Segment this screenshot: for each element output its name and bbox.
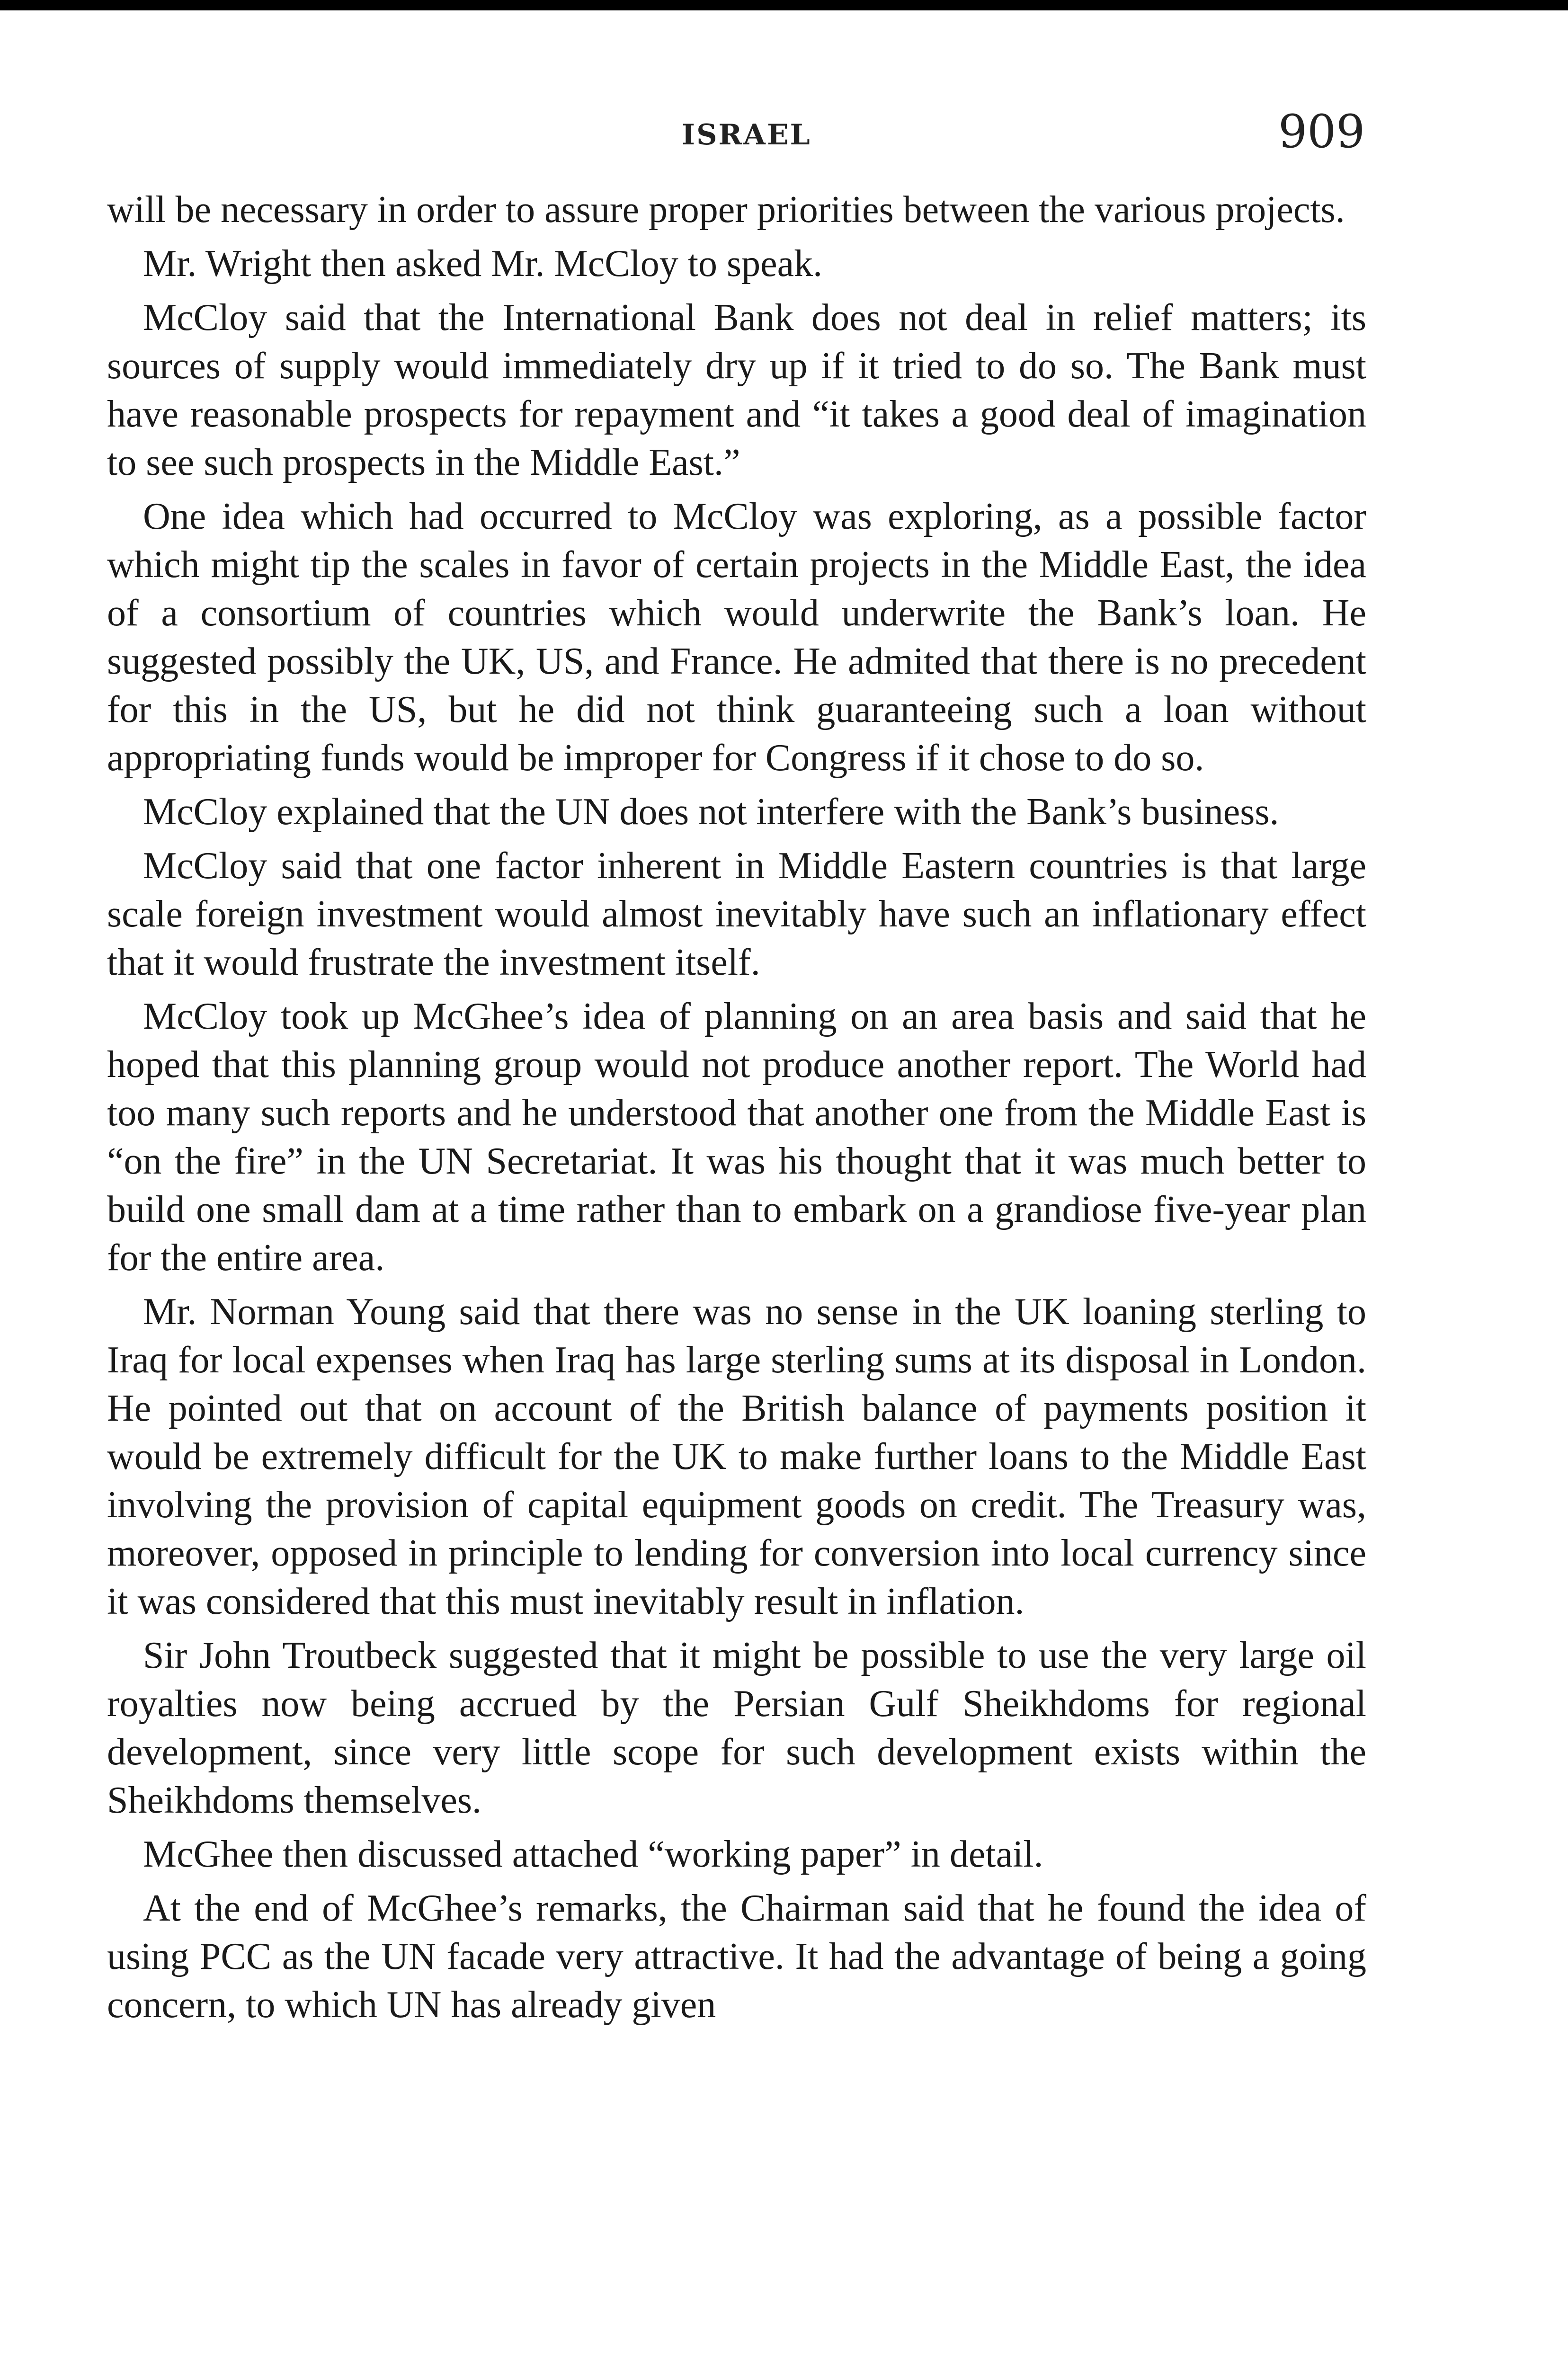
paragraph-continuation: will be necessary in order to assure proper priorities between the various projects. (107, 189, 1345, 231)
paragraph: McCloy said that the International Bank does not deal in relief matters; its sources of supply would immediately dry up if it tried to do so. The Bank must have reasonable prospects for repayment and “it takes a good deal of imagination to see such prospects in the Middle East.” (107, 297, 1366, 483)
paragraph: Mr. Wright then asked Mr. McCloy to speak. (143, 243, 823, 285)
paragraph: Sir John Troutbeck suggested that it might be possible to use the very large oil royalties now being accrued by the Persian Gulf Sheikhdoms for regional development, since very little scope for such development exists within the Sheikhdoms themselves. (107, 1635, 1366, 1821)
paragraph: McGhee then discussed attached “working paper” in detail. (143, 1833, 1043, 1875)
paragraph: At the end of McGhee’s remarks, the Chairman said that he found the idea of using PCC as the UN facade very attractive. It had the advantage of being a going concern, to which UN has already given (107, 1887, 1366, 2026)
paragraph: Mr. Norman Young said that there was no sense in the UK loaning sterling to Iraq for local expenses when Iraq has large sterling sums at its disposal in London. He pointed out that on account of the British balance of payments position it would be extremely difficult for the UK to make further loans to the Middle East involving the provision of capital equipment goods on credit. The Treasury was, moreover, opposed in principle to lending for conversion into local currency since it was considered that this must inevitably result in inflation. (107, 1291, 1366, 1622)
page-header (0, 105, 1568, 157)
paragraph: One idea which had occurred to McCloy was exploring, as a possible factor which might tip the scales in favor of certain projects in the Middle East, the idea of a consortium of countries which would underwrite the Bank’s loan. He suggested possibly the UK, US, and France. He admited that there is no precedent for this in the US, but he did not think guaranteeing such a loan without appropriating funds would be improper for Congress if it chose to do so. (107, 496, 1366, 779)
running-head: ISRAEL (682, 118, 811, 151)
top-border-rule (0, 0, 1568, 10)
paragraph: McCloy took up McGhee’s idea of planning on an area basis and said that he hoped that this planning group would not produce another report. The World had too many such reports and he understood that another one from the Middle East is “on the fire” in the UN Secretariat. It was his thought that it was much better to build one small dam at a time rather than to embark on a grandiose five-year plan for the entire area. (107, 996, 1366, 1279)
page-number: 909 (1278, 105, 1365, 158)
paragraph: McCloy said that one factor inherent in Middle Eastern countries is that large scale foreign investment would almost inevitably have such an inflationary effect that it would frustrate the investment itself. (107, 845, 1366, 983)
page-body (107, 186, 1366, 2035)
paragraph: McCloy explained that the UN does not interfere with the Bank’s business. (143, 791, 1279, 833)
